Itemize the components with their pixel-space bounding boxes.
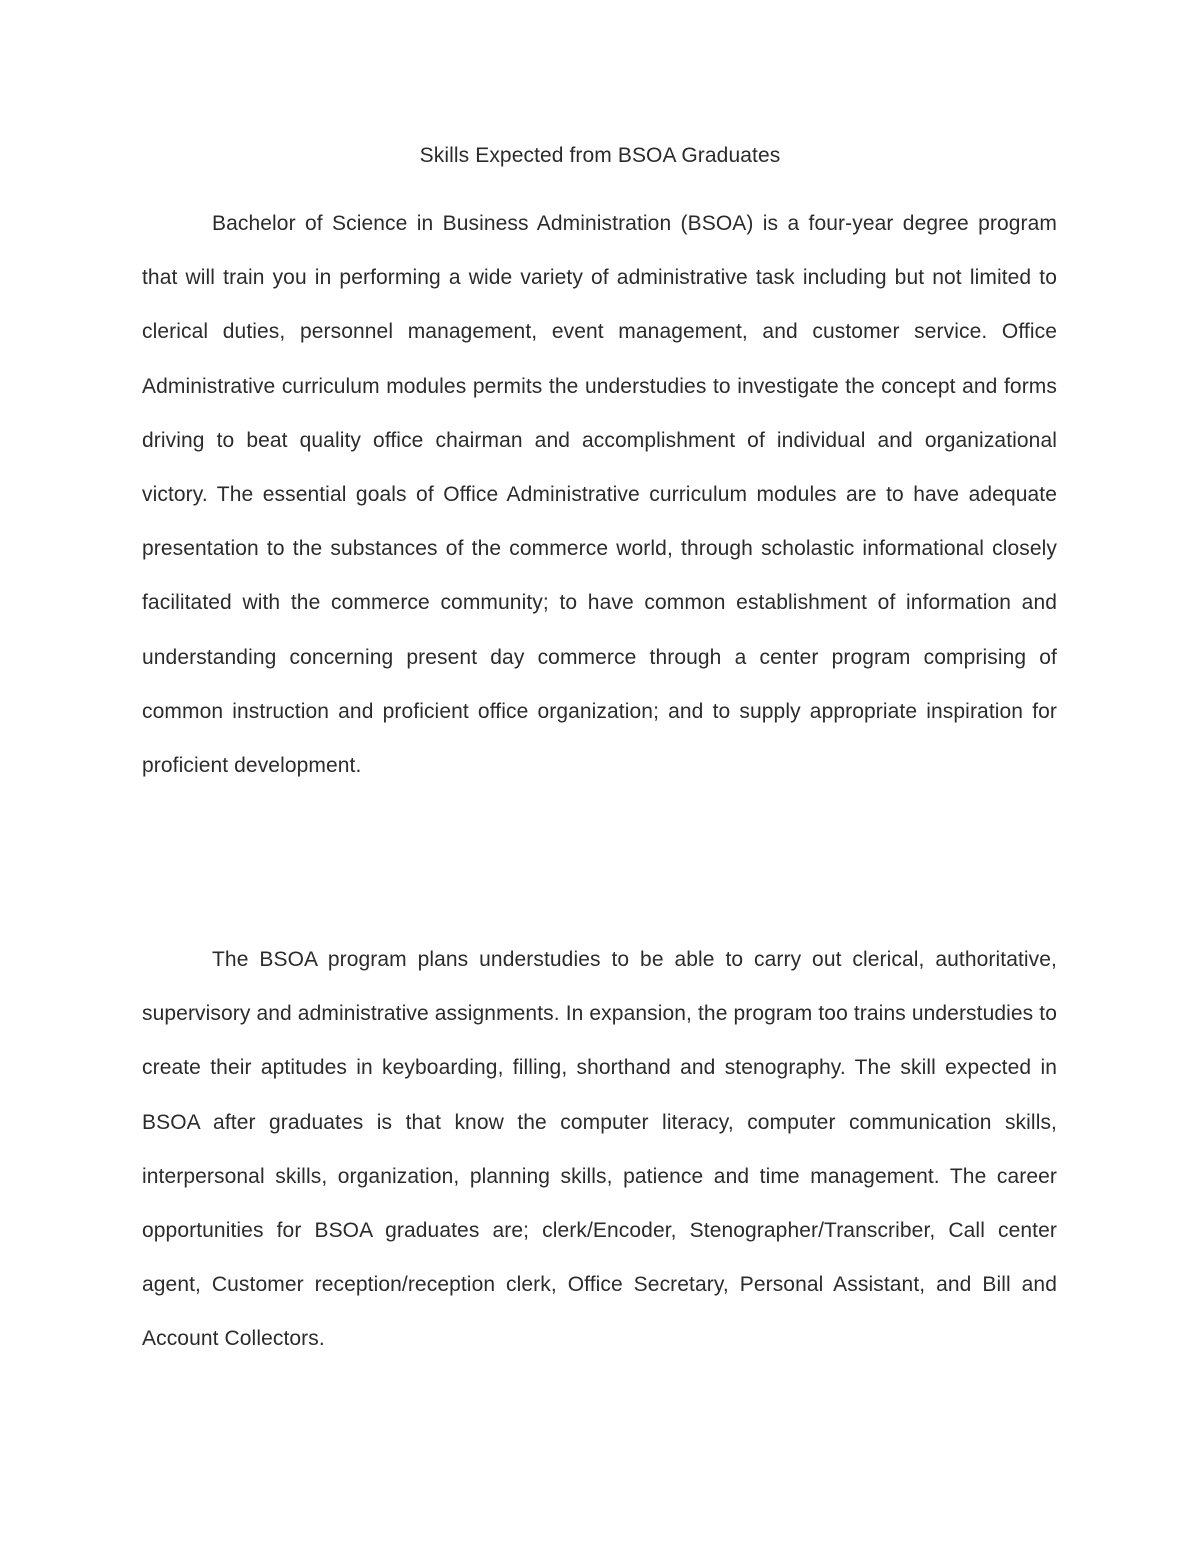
document-title: Skills Expected from BSOA Graduates (419, 144, 781, 167)
paragraph-program: The BSOA program plans understudies to be able to carry out clerical, authoritative, supervisory and administrative assignments. In expansion, the program too trains understudies to create their aptitudes in keyboarding, filling, shorthand and stenography. The skill expected in BSOA after graduates is that know the computer literacy, computer communication skills, interpersonal skills, organization, planning skills, patience and time management. The career opportunities for BSOA graduates are; clerk/Encoder, Stenographer/Transcriber, Call center agent, Customer reception/reception clerk, Office Secretary, Personal Assistant, and Bill and Account Collectors. (142, 948, 1057, 1351)
paragraph-intro: Bachelor of Science in Business Administration (BSOA) is a four-year degree program that will train you in performing a wide variety of administrative task including but not limited to clerical duties, personnel management, event management, and customer service. Office Administrative curriculum modules permits the understudies to investigate the concept and forms driving to beat quality office chairman and accomplishment of individual and organizational victory. The essential goals of Office Administrative curriculum modules are to have adequate presentation to the substances of the commerce world, through scholastic informational closely facilitated with the commerce community; to have common establishment of information and understanding concerning present day commerce through a center program comprising of common instruction and proficient office organization; and to supply appropriate inspiration for proficient development. (142, 212, 1057, 778)
